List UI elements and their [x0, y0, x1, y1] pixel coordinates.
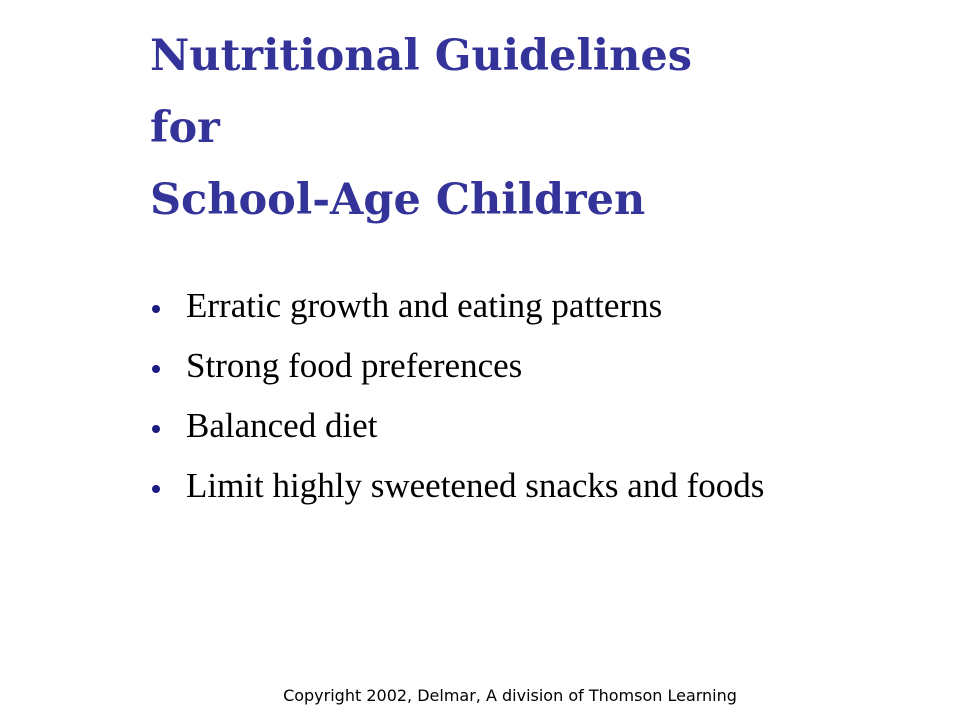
- title-line-2: for: [150, 103, 220, 153]
- bullet-item: [150, 285, 910, 327]
- copyright-text: Copyright 2002, Delmar, A division of Thomson Learning: [283, 686, 737, 705]
- bullet-item: [150, 345, 910, 387]
- bullet-list: [150, 285, 910, 525]
- bullet-text: Erratic growth and eating patterns: [186, 286, 663, 325]
- bullet-icon: [152, 425, 160, 433]
- bullet-text: Limit highly sweetened snacks and foods: [186, 466, 765, 505]
- bullet-item: [150, 465, 910, 507]
- copyright-footer: [0, 686, 960, 706]
- bullet-icon: [152, 485, 160, 493]
- title-line-1: Nutritional Guidelines: [150, 31, 692, 81]
- slide-title: [150, 20, 910, 236]
- bullet-item: [150, 405, 910, 447]
- bullet-icon: [152, 305, 160, 313]
- title-line-3: School-Age Children: [150, 175, 646, 225]
- bullet-icon: [152, 365, 160, 373]
- bullet-text: Balanced diet: [186, 406, 378, 445]
- bullet-text: Strong food preferences: [186, 346, 523, 385]
